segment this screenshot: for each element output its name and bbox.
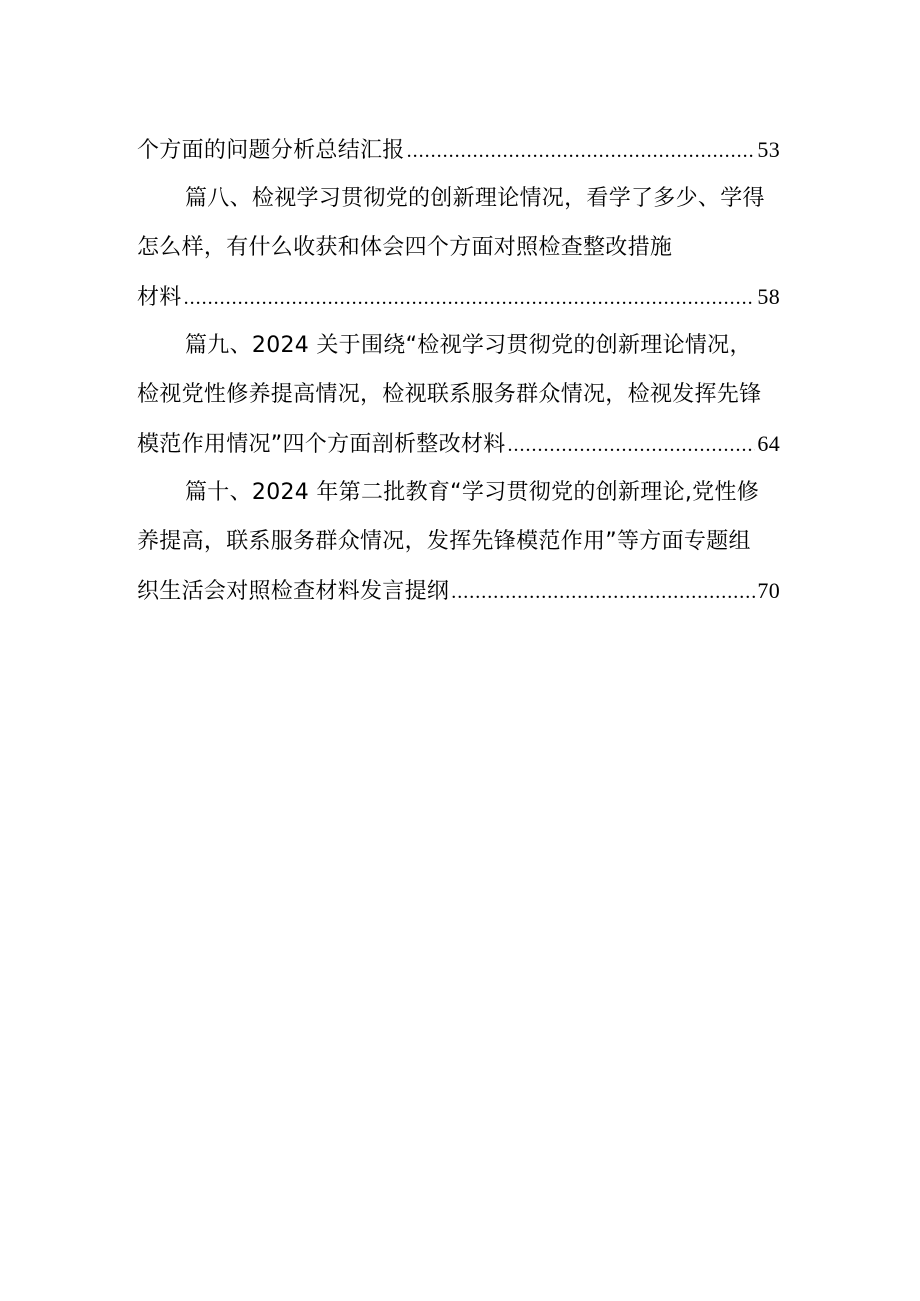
toc-entry[interactable] [137,468,780,615]
toc-entry-line [137,125,780,174]
toc-page-number: 70 [757,578,780,603]
toc-entry-title: 篇十、2024 年第二批教育“学习贯彻党的创新理论,党性修 [185,480,760,505]
toc-entry-title: 材料 [137,285,182,310]
toc-leader-dots [508,421,756,468]
toc-entry-title: 怎么样，有什么收获和体会四个方面对照检查整改措施 [137,235,673,260]
toc-entry-line [137,419,780,468]
toc-entry-title: 织生活会对照检查材料发言提纲 [137,579,450,604]
table-of-contents [137,125,780,615]
toc-leader-dots [184,274,756,321]
toc-page-number: 64 [757,431,780,456]
toc-leader-dots [407,127,756,174]
toc-entry-title: 检视党性修养提高情况，检视联系服务群众情况，检视发挥先锋 [137,382,762,407]
toc-entry-title: 个方面的问题分析总结汇报 [137,138,405,163]
toc-entry[interactable] [137,321,780,468]
toc-entry-title: 篇八、检视学习贯彻党的创新理论情况，看学了多少、学得 [185,186,765,211]
toc-entry-title: 养提高，联系服务群众情况，发挥先锋模范作用”等方面专题组 [137,529,751,554]
toc-entry-line [137,566,780,615]
toc-page-number: 53 [757,137,780,162]
toc-entry-title: 篇九、2024 关于围绕“检视学习贯彻党的创新理论情况， [185,333,752,358]
toc-leader-dots [451,568,755,615]
toc-page-number: 58 [757,284,780,309]
toc-entry-line [137,272,780,321]
toc-entry[interactable] [137,125,780,174]
toc-entry[interactable] [137,174,780,321]
toc-entry-title: 模范作用情况”四个方面剖析整改材料 [137,432,506,457]
